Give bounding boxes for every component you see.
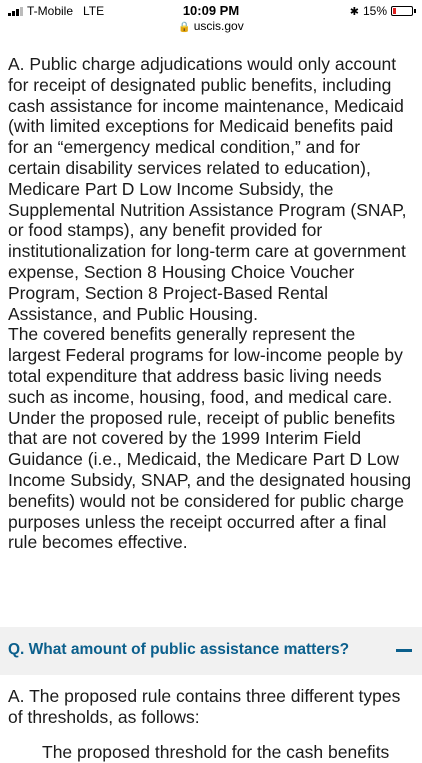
clock: 10:09 PM [182, 3, 240, 18]
collapse-minus-icon[interactable] [396, 649, 412, 652]
url-text: uscis.gov [193, 19, 244, 33]
url-bar[interactable] [0, 19, 422, 33]
answer-paragraph-1: A. Public charge adjudications would only account for receipt of designated public benefits, including cash assistance for income maintenance, Medicaid (with limited exceptions for Medicaid benefits paid for an “emergency medical condition,” and for certain disability services related to education), Medicare Part D Low Income Subsidy, the Supplemental Nutrition Assistance Program (SNAP, or food stamps), any benefit provided for institutionalization for long-term care at government expense, Section 8 Housing Choice Voucher Program, Section 8 Project-Based Rental Assistance, and Public Housing. [8, 54, 407, 324]
answer-paragraph-3: Under the proposed rule, receipt of public benefits that are not covered by the 1999 Interim Field Guidance (i.e., Medicaid, the Medicare Part D Low Income Subsidy, SNAP, and the designated housing benefits) would not be considered for public charge purposes unless the receipt occurred after a final rule becomes effective. [8, 407, 412, 553]
answer-content [8, 54, 412, 553]
faq-question[interactable]: Q. What amount of public assistance matters? [8, 641, 350, 658]
battery-percent: 15% [362, 4, 387, 18]
answer-paragraph-2: The covered benefits generally represent the largest Federal programs for low-income people by total expenditure that address basic living needs such as income, housing, food, and medical care. [8, 324, 403, 407]
bluetooth-icon: ✱ [349, 5, 359, 18]
battery-icon [391, 6, 413, 16]
carrier-name: T-Mobile [27, 4, 74, 18]
network-type: LTE [83, 4, 105, 18]
faq-bullet-item: The proposed threshold for the cash benefits [42, 742, 390, 762]
right-status [350, 4, 416, 18]
lock-icon: 🔒 [178, 22, 191, 33]
battery-tip [414, 9, 416, 13]
faq-accordion-header[interactable] [0, 627, 422, 675]
status-bar [0, 0, 422, 20]
faq-answer-intro: A. The proposed rule contains three different types of thresholds, as follows: [8, 686, 401, 727]
